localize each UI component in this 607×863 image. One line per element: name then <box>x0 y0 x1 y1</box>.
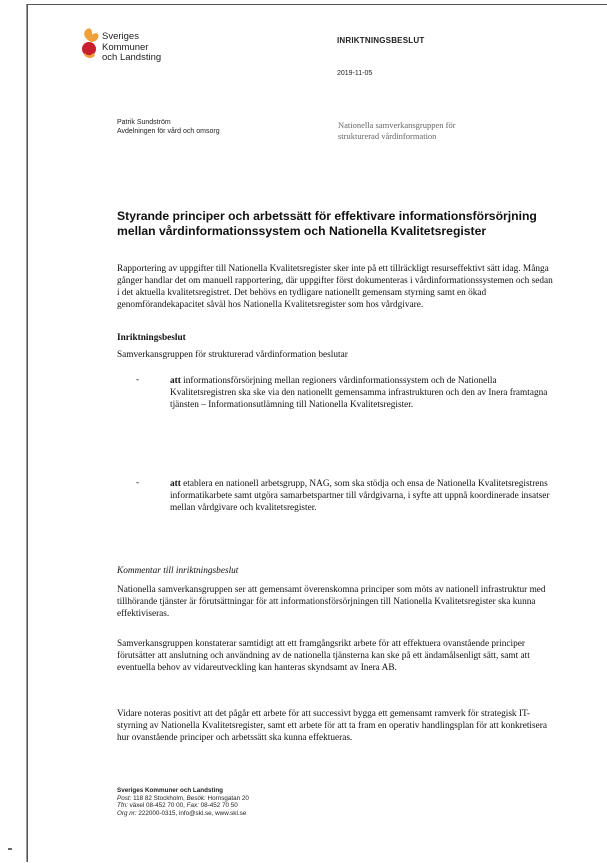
org-name-line3: och Landsting <box>102 52 162 63</box>
comment-paragraph-2: Samverkansgruppen konstaterar samtidigt att ett framgångsrikt arbete för att effektuera ovanstående principer förutsätter att anslutning och användning av de nationella tjänsterna kan ske på ett ändamålsenligt sätt, samt att eventuella behov av vidareutveckling kan hanteras skyndsamt av Inera AB. <box>117 639 530 673</box>
author-block <box>117 118 220 136</box>
edge-mark <box>8 848 12 850</box>
bullet-keyword-2: att <box>170 479 181 489</box>
document-type: INRIKTNINGSBESLUT <box>337 36 425 45</box>
bullet-text-1: informationsförsörjning mellan regioners vårdinformationssystem och de Nationella Kvalitetsregistren ska ske via den nationellt gemensamma infrastrukturen och den av Inera framtagna tjänsten – Informationsutlämning till Nationella Kvalitetsregister. <box>170 376 548 410</box>
decision-lead: Samverkansgruppen för strukturerad vårdinformation beslutar <box>117 350 348 360</box>
footer-phone-line: Tfn: växel 08-452 70 00, Fax: 08-452 70 50 <box>117 802 238 809</box>
org-name-line2: Kommuner <box>102 41 149 53</box>
author-name: Patrik Sundström <box>117 119 171 126</box>
author-department: Avdelningen för vård och omsorg <box>117 128 220 135</box>
document-title: Styrande principer och arbetssätt för effektivare informationsförsörjning mellan vårdinformationssystem och Nationella Kvalitetsregister <box>117 209 537 238</box>
footer-contact <box>117 787 249 817</box>
org-logo-text <box>102 32 161 64</box>
footer-org: Sveriges Kommuner och Landsting <box>117 787 224 794</box>
recipient-line1: Nationella samverkansgruppen för <box>338 120 456 130</box>
org-name-line1: Sveriges <box>102 31 139 42</box>
recipient-block <box>338 120 538 141</box>
bullet-item-2 <box>170 479 550 515</box>
comment-heading: Kommentar till inriktningsbeslut <box>117 566 239 576</box>
bullet-keyword-1: att <box>170 376 181 386</box>
comment-paragraph-3: Vidare noteras positivt att det pågår ett arbete för att successivt bygga ett gemensamt ramverk för strategisk IT-styrning av Nationella Kvalitetsregister, samt ett arbete för att ta fram en operativ handlingsplan för att konkretisera hur ovanstående principer och arbetssätt ska kunna effektueras. <box>117 709 547 743</box>
document-date: 2019-11-05 <box>337 70 373 77</box>
bullet-text-2: etablera en nationell arbetsgrupp, NAG, som ska stödja och ensa de Nationella Kvalitetsregistrens informatikarbete samt utgöra samarbetspartner till vårdgivarna, i syfte att uppnå koordinerade insatser mellan vårdgivare och kvalitetsregister. <box>170 479 550 513</box>
bullet-item-1 <box>170 376 550 412</box>
footer-org-line: Org nr: 222000-0315, info@skl.se, www.skl.se <box>117 809 247 817</box>
bullet-dash-2: - <box>136 478 140 488</box>
intro-paragraph: Rapportering av uppgifter till Nationella Kvalitetsregister sker inte på ett tillräckligt resurseffektivt sätt idag. Många gånger handlar det om manuell rapportering, där uppgifter först dokumenteras i vårdinformationssystemen och sedan i det aktuella kvalitetsregistret. Det behövs en tydligare nationellt gemensam styrning samt en ökad genomförandekapacitet såväl hos Nationella Kvalitetsregister som hos vårdgivare. <box>117 264 553 310</box>
bullet-dash-1: - <box>136 375 140 385</box>
comment-paragraph-1: Nationella samverkansgruppen ser att gemensamt överenskomna principer som möts av nationell infrastruktur med tillhörande tjänster är förutsättningar för att informationsförsörjningen till Nationella Kvalitetsregister ska kunna effektiviseras. <box>117 585 546 619</box>
skl-logo-icon <box>81 28 101 60</box>
footer-address-line: Post: 118 82 Stockholm, Besök: Hornsgatan 20 <box>117 794 249 802</box>
decision-heading: Inriktningsbeslut <box>117 333 186 343</box>
recipient-line2: strukturerad vårdinformation <box>338 130 437 141</box>
